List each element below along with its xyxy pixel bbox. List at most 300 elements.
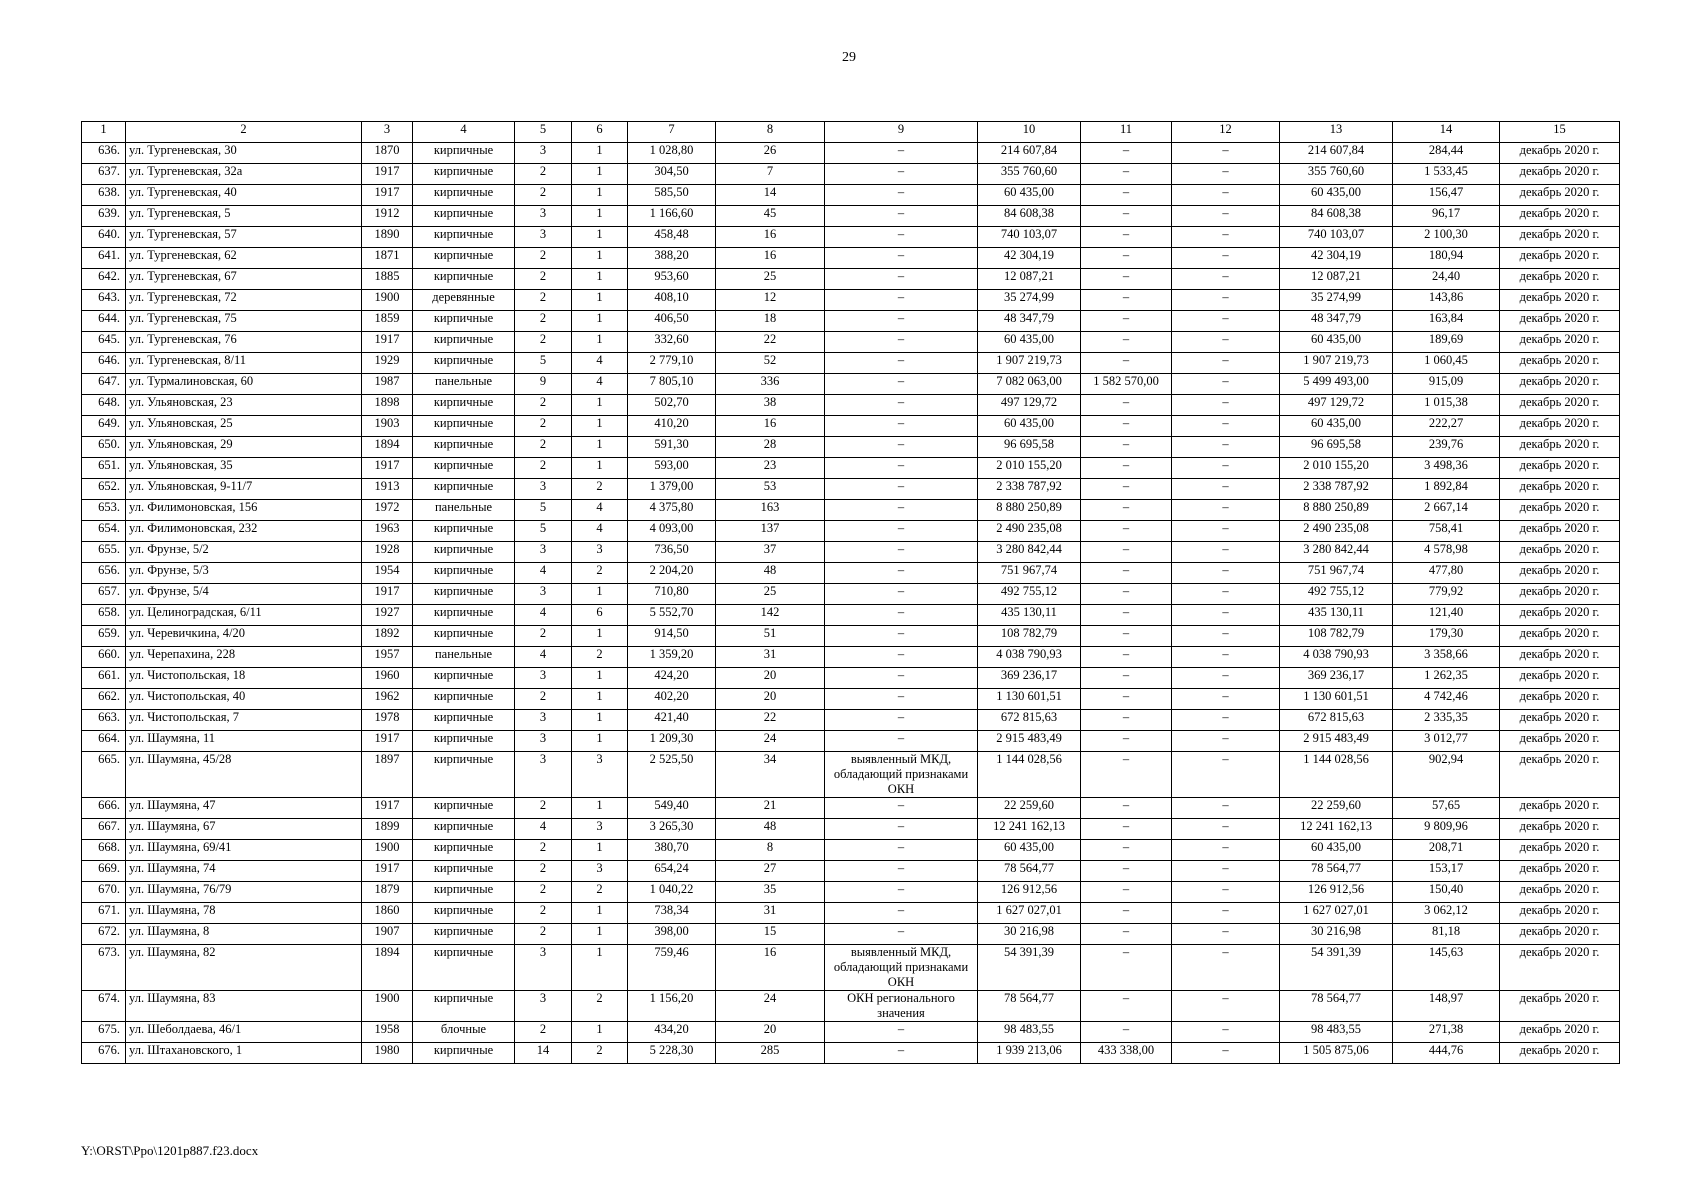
table-cell-col-14: 143,86 — [1393, 290, 1500, 311]
table-cell-col-1: 662. — [82, 689, 126, 710]
table-cell-col-4: кирпичные — [413, 991, 515, 1022]
table-cell-col-6: 1 — [572, 626, 628, 647]
table-row — [82, 521, 1620, 542]
table-cell-col-13: 1 907 219,73 — [1280, 353, 1393, 374]
table-cell-col-12: – — [1172, 882, 1280, 903]
table-cell-col-4: кирпичные — [413, 143, 515, 164]
column-header-15: 15 — [1500, 122, 1620, 143]
table-cell-col-8: 38 — [716, 395, 825, 416]
table-cell-col-1: 675. — [82, 1022, 126, 1043]
table-cell-col-11: – — [1081, 752, 1172, 798]
table-cell-col-6: 2 — [572, 479, 628, 500]
table-cell-col-7: 1 040,22 — [628, 882, 716, 903]
table-cell-col-5: 2 — [515, 798, 572, 819]
table-cell-col-2: ул. Тургеневская, 40 — [126, 185, 362, 206]
table-cell-col-14: 208,71 — [1393, 840, 1500, 861]
table-cell-col-8: 37 — [716, 542, 825, 563]
table-cell-col-14: 2 100,30 — [1393, 227, 1500, 248]
table-cell-col-8: 25 — [716, 584, 825, 605]
table-cell-col-4: кирпичные — [413, 437, 515, 458]
table-cell-col-15: декабрь 2020 г. — [1500, 290, 1620, 311]
table-cell-col-14: 121,40 — [1393, 605, 1500, 626]
table-cell-col-6: 1 — [572, 731, 628, 752]
table-cell-col-9: – — [825, 1043, 978, 1064]
table-cell-col-2: ул. Шаумяна, 11 — [126, 731, 362, 752]
table-cell-col-11: – — [1081, 479, 1172, 500]
table-cell-col-14: 4 742,46 — [1393, 689, 1500, 710]
table-cell-col-3: 1927 — [362, 605, 413, 626]
table-cell-col-10: 98 483,55 — [978, 1022, 1081, 1043]
table-cell-col-4: кирпичные — [413, 563, 515, 584]
table-cell-col-12: – — [1172, 731, 1280, 752]
table-cell-col-3: 1917 — [362, 185, 413, 206]
table-cell-col-3: 1900 — [362, 991, 413, 1022]
table-cell-col-6: 1 — [572, 689, 628, 710]
table-cell-col-4: кирпичные — [413, 269, 515, 290]
table-cell-col-10: 1 144 028,56 — [978, 752, 1081, 798]
table-cell-col-10: 740 103,07 — [978, 227, 1081, 248]
table-cell-col-6: 4 — [572, 500, 628, 521]
table-cell-col-5: 3 — [515, 227, 572, 248]
table-cell-col-12: – — [1172, 924, 1280, 945]
table-cell-col-10: 2 338 787,92 — [978, 479, 1081, 500]
table-cell-col-9: выявленный МКД, обладающий признаками ОКН — [825, 945, 978, 991]
table-cell-col-1: 676. — [82, 1043, 126, 1064]
table-cell-col-13: 369 236,17 — [1280, 668, 1393, 689]
table-cell-col-6: 1 — [572, 311, 628, 332]
table-cell-col-8: 22 — [716, 332, 825, 353]
table-cell-col-2: ул. Фрунзе, 5/3 — [126, 563, 362, 584]
table-cell-col-4: кирпичные — [413, 605, 515, 626]
table-cell-col-1: 656. — [82, 563, 126, 584]
table-cell-col-7: 406,50 — [628, 311, 716, 332]
table-cell-col-4: панельные — [413, 374, 515, 395]
table-cell-col-4: кирпичные — [413, 164, 515, 185]
table-cell-col-11: – — [1081, 626, 1172, 647]
table-cell-col-2: ул. Шаумяна, 67 — [126, 819, 362, 840]
table-cell-col-12: – — [1172, 269, 1280, 290]
table-cell-col-9: – — [825, 668, 978, 689]
table-cell-col-5: 3 — [515, 945, 572, 991]
table-cell-col-9: – — [825, 332, 978, 353]
table-cell-col-9: ОКН регионального значения — [825, 991, 978, 1022]
table-cell-col-14: 153,17 — [1393, 861, 1500, 882]
column-header-3: 3 — [362, 122, 413, 143]
table-cell-col-15: декабрь 2020 г. — [1500, 563, 1620, 584]
table-cell-col-3: 1958 — [362, 1022, 413, 1043]
table-cell-col-10: 54 391,39 — [978, 945, 1081, 991]
table-row — [82, 395, 1620, 416]
table-cell-col-6: 1 — [572, 227, 628, 248]
table-cell-col-1: 674. — [82, 991, 126, 1022]
table-cell-col-4: панельные — [413, 500, 515, 521]
table-cell-col-7: 408,10 — [628, 290, 716, 311]
table-cell-col-6: 2 — [572, 991, 628, 1022]
table-cell-col-7: 914,50 — [628, 626, 716, 647]
table-cell-col-11: – — [1081, 563, 1172, 584]
table-cell-col-1: 641. — [82, 248, 126, 269]
table-cell-col-3: 1917 — [362, 164, 413, 185]
table-cell-col-10: 84 608,38 — [978, 206, 1081, 227]
table-cell-col-6: 4 — [572, 374, 628, 395]
table-cell-col-9: – — [825, 626, 978, 647]
table-cell-col-2: ул. Шаумяна, 8 — [126, 924, 362, 945]
table-cell-col-7: 736,50 — [628, 542, 716, 563]
table-cell-col-11: – — [1081, 185, 1172, 206]
table-cell-col-6: 1 — [572, 269, 628, 290]
table-row — [82, 819, 1620, 840]
table-cell-col-8: 20 — [716, 689, 825, 710]
table-cell-col-11: – — [1081, 353, 1172, 374]
table-cell-col-8: 26 — [716, 143, 825, 164]
table-cell-col-11: – — [1081, 605, 1172, 626]
table-cell-col-15: декабрь 2020 г. — [1500, 416, 1620, 437]
table-cell-col-1: 671. — [82, 903, 126, 924]
table-cell-col-1: 673. — [82, 945, 126, 991]
table-cell-col-7: 380,70 — [628, 840, 716, 861]
table-cell-col-5: 2 — [515, 248, 572, 269]
table-cell-col-5: 2 — [515, 416, 572, 437]
column-header-9: 9 — [825, 122, 978, 143]
table-cell-col-15: декабрь 2020 г. — [1500, 353, 1620, 374]
table-cell-col-10: 35 274,99 — [978, 290, 1081, 311]
table-cell-col-14: 2 335,35 — [1393, 710, 1500, 731]
table-cell-col-11: – — [1081, 542, 1172, 563]
table-cell-col-13: 98 483,55 — [1280, 1022, 1393, 1043]
table-cell-col-13: 84 608,38 — [1280, 206, 1393, 227]
table-cell-col-9: – — [825, 584, 978, 605]
table-cell-col-12: – — [1172, 206, 1280, 227]
table-cell-col-9: – — [825, 1022, 978, 1043]
registry-table — [81, 121, 1620, 1064]
table-cell-col-9: – — [825, 374, 978, 395]
table-cell-col-5: 2 — [515, 458, 572, 479]
table-cell-col-13: 30 216,98 — [1280, 924, 1393, 945]
table-cell-col-13: 435 130,11 — [1280, 605, 1393, 626]
table-cell-col-4: кирпичные — [413, 840, 515, 861]
table-cell-col-13: 497 129,72 — [1280, 395, 1393, 416]
table-cell-col-7: 654,24 — [628, 861, 716, 882]
table-cell-col-7: 402,20 — [628, 689, 716, 710]
table-cell-col-11: – — [1081, 416, 1172, 437]
table-cell-col-8: 21 — [716, 798, 825, 819]
table-cell-col-9: – — [825, 269, 978, 290]
table-cell-col-2: ул. Филимоновская, 232 — [126, 521, 362, 542]
table-cell-col-9: – — [825, 710, 978, 731]
column-header-8: 8 — [716, 122, 825, 143]
table-cell-col-10: 60 435,00 — [978, 416, 1081, 437]
table-row — [82, 1043, 1620, 1064]
table-cell-col-7: 388,20 — [628, 248, 716, 269]
table-cell-col-2: ул. Целиноградская, 6/11 — [126, 605, 362, 626]
table-cell-col-11: – — [1081, 521, 1172, 542]
table-cell-col-12: – — [1172, 227, 1280, 248]
table-cell-col-3: 1871 — [362, 248, 413, 269]
table-cell-col-2: ул. Турмалиновская, 60 — [126, 374, 362, 395]
table-cell-col-10: 4 038 790,93 — [978, 647, 1081, 668]
table-cell-col-15: декабрь 2020 г. — [1500, 248, 1620, 269]
table-cell-col-12: – — [1172, 1043, 1280, 1064]
table-cell-col-3: 1928 — [362, 542, 413, 563]
table-cell-col-11: 433 338,00 — [1081, 1043, 1172, 1064]
table-cell-col-10: 126 912,56 — [978, 882, 1081, 903]
table-cell-col-13: 2 338 787,92 — [1280, 479, 1393, 500]
table-cell-col-6: 4 — [572, 353, 628, 374]
table-cell-col-5: 2 — [515, 332, 572, 353]
table-cell-col-12: – — [1172, 903, 1280, 924]
table-cell-col-15: декабрь 2020 г. — [1500, 819, 1620, 840]
table-cell-col-11: – — [1081, 1022, 1172, 1043]
table-cell-col-3: 1917 — [362, 731, 413, 752]
table-cell-col-6: 1 — [572, 143, 628, 164]
table-cell-col-12: – — [1172, 248, 1280, 269]
table-cell-col-10: 497 129,72 — [978, 395, 1081, 416]
table-row — [82, 1022, 1620, 1043]
table-cell-col-9: – — [825, 311, 978, 332]
table-cell-col-6: 1 — [572, 290, 628, 311]
table-cell-col-5: 4 — [515, 605, 572, 626]
table-cell-col-9: – — [825, 395, 978, 416]
table-cell-col-8: 35 — [716, 882, 825, 903]
table-cell-col-12: – — [1172, 479, 1280, 500]
table-row — [82, 143, 1620, 164]
table-cell-col-8: 137 — [716, 521, 825, 542]
table-cell-col-1: 670. — [82, 882, 126, 903]
table-cell-col-7: 1 156,20 — [628, 991, 716, 1022]
table-cell-col-1: 644. — [82, 311, 126, 332]
table-cell-col-10: 1 939 213,06 — [978, 1043, 1081, 1064]
table-cell-col-4: кирпичные — [413, 248, 515, 269]
table-cell-col-14: 9 809,96 — [1393, 819, 1500, 840]
table-cell-col-7: 591,30 — [628, 437, 716, 458]
table-row — [82, 945, 1620, 991]
table-cell-col-2: ул. Шаумяна, 76/79 — [126, 882, 362, 903]
table-cell-col-5: 3 — [515, 584, 572, 605]
table-cell-col-11: – — [1081, 206, 1172, 227]
table-cell-col-11: – — [1081, 689, 1172, 710]
table-cell-col-15: декабрь 2020 г. — [1500, 500, 1620, 521]
table-cell-col-3: 1885 — [362, 269, 413, 290]
table-cell-col-10: 355 760,60 — [978, 164, 1081, 185]
table-cell-col-8: 163 — [716, 500, 825, 521]
table-cell-col-7: 1 209,30 — [628, 731, 716, 752]
table-cell-col-1: 652. — [82, 479, 126, 500]
table-cell-col-8: 16 — [716, 416, 825, 437]
table-cell-col-14: 1 262,35 — [1393, 668, 1500, 689]
table-cell-col-11: – — [1081, 248, 1172, 269]
table-cell-col-3: 1962 — [362, 689, 413, 710]
table-cell-col-4: кирпичные — [413, 689, 515, 710]
table-cell-col-2: ул. Тургеневская, 67 — [126, 269, 362, 290]
table-cell-col-9: – — [825, 542, 978, 563]
table-cell-col-13: 60 435,00 — [1280, 332, 1393, 353]
table-cell-col-4: кирпичные — [413, 395, 515, 416]
table-cell-col-5: 2 — [515, 437, 572, 458]
table-cell-col-8: 34 — [716, 752, 825, 798]
table-cell-col-1: 653. — [82, 500, 126, 521]
table-cell-col-15: декабрь 2020 г. — [1500, 798, 1620, 819]
table-cell-col-6: 1 — [572, 248, 628, 269]
table-cell-col-15: декабрь 2020 г. — [1500, 437, 1620, 458]
table-cell-col-7: 1 379,00 — [628, 479, 716, 500]
table-cell-col-15: декабрь 2020 г. — [1500, 584, 1620, 605]
table-cell-col-3: 1899 — [362, 819, 413, 840]
table-cell-col-10: 108 782,79 — [978, 626, 1081, 647]
table-cell-col-13: 96 695,58 — [1280, 437, 1393, 458]
table-cell-col-6: 6 — [572, 605, 628, 626]
table-cell-col-10: 2 010 155,20 — [978, 458, 1081, 479]
table-cell-col-8: 16 — [716, 248, 825, 269]
table-cell-col-3: 1917 — [362, 798, 413, 819]
table-cell-col-3: 1912 — [362, 206, 413, 227]
table-cell-col-14: 1 533,45 — [1393, 164, 1500, 185]
table-cell-col-2: ул. Ульяновская, 29 — [126, 437, 362, 458]
table-row — [82, 903, 1620, 924]
table-cell-col-9: – — [825, 206, 978, 227]
column-header-2: 2 — [126, 122, 362, 143]
table-cell-col-14: 3 498,36 — [1393, 458, 1500, 479]
table-cell-col-6: 1 — [572, 668, 628, 689]
table-cell-col-7: 3 265,30 — [628, 819, 716, 840]
table-cell-col-14: 271,38 — [1393, 1022, 1500, 1043]
table-row — [82, 882, 1620, 903]
table-cell-col-9: – — [825, 647, 978, 668]
table-cell-col-14: 150,40 — [1393, 882, 1500, 903]
table-cell-col-7: 7 805,10 — [628, 374, 716, 395]
table-cell-col-8: 7 — [716, 164, 825, 185]
table-cell-col-10: 2 490 235,08 — [978, 521, 1081, 542]
table-cell-col-15: декабрь 2020 г. — [1500, 689, 1620, 710]
table-cell-col-9: – — [825, 185, 978, 206]
table-cell-col-12: – — [1172, 542, 1280, 563]
table-cell-col-3: 1890 — [362, 227, 413, 248]
table-cell-col-4: кирпичные — [413, 542, 515, 563]
table-cell-col-5: 2 — [515, 840, 572, 861]
table-cell-col-9: – — [825, 479, 978, 500]
table-cell-col-3: 1929 — [362, 353, 413, 374]
table-cell-col-7: 502,70 — [628, 395, 716, 416]
table-cell-col-12: – — [1172, 143, 1280, 164]
table-cell-col-1: 663. — [82, 710, 126, 731]
table-cell-col-8: 27 — [716, 861, 825, 882]
table-cell-col-13: 126 912,56 — [1280, 882, 1393, 903]
table-cell-col-4: кирпичные — [413, 521, 515, 542]
table-cell-col-5: 2 — [515, 395, 572, 416]
table-cell-col-5: 2 — [515, 164, 572, 185]
table-cell-col-14: 477,80 — [1393, 563, 1500, 584]
table-row — [82, 206, 1620, 227]
table-cell-col-1: 658. — [82, 605, 126, 626]
table-row — [82, 542, 1620, 563]
table-cell-col-15: декабрь 2020 г. — [1500, 1022, 1620, 1043]
table-row — [82, 647, 1620, 668]
table-cell-col-15: декабрь 2020 г. — [1500, 269, 1620, 290]
table-cell-col-13: 4 038 790,93 — [1280, 647, 1393, 668]
table-row — [82, 458, 1620, 479]
table-cell-col-5: 3 — [515, 479, 572, 500]
table-cell-col-6: 1 — [572, 1022, 628, 1043]
table-cell-col-11: – — [1081, 164, 1172, 185]
table-cell-col-3: 1870 — [362, 143, 413, 164]
table-cell-col-13: 1 627 027,01 — [1280, 903, 1393, 924]
table-cell-col-14: 189,69 — [1393, 332, 1500, 353]
table-cell-col-14: 3 062,12 — [1393, 903, 1500, 924]
table-cell-col-1: 643. — [82, 290, 126, 311]
table-cell-col-2: ул. Шаумяна, 78 — [126, 903, 362, 924]
table-row — [82, 332, 1620, 353]
table-cell-col-11: – — [1081, 903, 1172, 924]
table-row — [82, 731, 1620, 752]
table-cell-col-11: – — [1081, 227, 1172, 248]
table-cell-col-5: 3 — [515, 731, 572, 752]
table-row — [82, 500, 1620, 521]
table-cell-col-12: – — [1172, 945, 1280, 991]
table-cell-col-8: 16 — [716, 227, 825, 248]
table-cell-col-14: 1 060,45 — [1393, 353, 1500, 374]
table-cell-col-4: кирпичные — [413, 584, 515, 605]
table-cell-col-9: – — [825, 164, 978, 185]
table-cell-col-6: 1 — [572, 185, 628, 206]
table-cell-col-6: 1 — [572, 924, 628, 945]
table-cell-col-2: ул. Шеболдаева, 46/1 — [126, 1022, 362, 1043]
table-cell-col-4: блочные — [413, 1022, 515, 1043]
table-cell-col-8: 23 — [716, 458, 825, 479]
table-cell-col-15: декабрь 2020 г. — [1500, 861, 1620, 882]
table-cell-col-5: 4 — [515, 819, 572, 840]
table-cell-col-5: 3 — [515, 991, 572, 1022]
table-cell-col-2: ул. Тургеневская, 32а — [126, 164, 362, 185]
table-cell-col-3: 1963 — [362, 521, 413, 542]
table-cell-col-6: 3 — [572, 861, 628, 882]
table-cell-col-15: декабрь 2020 г. — [1500, 143, 1620, 164]
table-cell-col-13: 60 435,00 — [1280, 185, 1393, 206]
table-cell-col-15: декабрь 2020 г. — [1500, 542, 1620, 563]
table-row — [82, 689, 1620, 710]
table-cell-col-3: 1894 — [362, 437, 413, 458]
table-cell-col-8: 53 — [716, 479, 825, 500]
table-cell-col-8: 31 — [716, 903, 825, 924]
table-cell-col-7: 710,80 — [628, 584, 716, 605]
column-header-14: 14 — [1393, 122, 1500, 143]
table-cell-col-4: кирпичные — [413, 206, 515, 227]
table-row — [82, 710, 1620, 731]
table-cell-col-13: 12 241 162,13 — [1280, 819, 1393, 840]
table-cell-col-5: 3 — [515, 752, 572, 798]
table-cell-col-13: 672 815,63 — [1280, 710, 1393, 731]
table-cell-col-1: 666. — [82, 798, 126, 819]
table-cell-col-7: 458,48 — [628, 227, 716, 248]
table-cell-col-3: 1892 — [362, 626, 413, 647]
table-cell-col-12: – — [1172, 563, 1280, 584]
table-row — [82, 374, 1620, 395]
table-cell-col-7: 738,34 — [628, 903, 716, 924]
table-cell-col-14: 222,27 — [1393, 416, 1500, 437]
table-cell-col-8: 25 — [716, 269, 825, 290]
table-cell-col-1: 672. — [82, 924, 126, 945]
table-cell-col-1: 637. — [82, 164, 126, 185]
table-cell-col-12: – — [1172, 416, 1280, 437]
table-cell-col-1: 650. — [82, 437, 126, 458]
table-cell-col-6: 2 — [572, 563, 628, 584]
table-cell-col-2: ул. Чистопольская, 7 — [126, 710, 362, 731]
table-cell-col-5: 3 — [515, 206, 572, 227]
table-cell-col-1: 645. — [82, 332, 126, 353]
table-cell-col-3: 1917 — [362, 861, 413, 882]
table-cell-col-5: 14 — [515, 1043, 572, 1064]
table-cell-col-14: 148,97 — [1393, 991, 1500, 1022]
table-cell-col-6: 3 — [572, 819, 628, 840]
table-cell-col-1: 648. — [82, 395, 126, 416]
